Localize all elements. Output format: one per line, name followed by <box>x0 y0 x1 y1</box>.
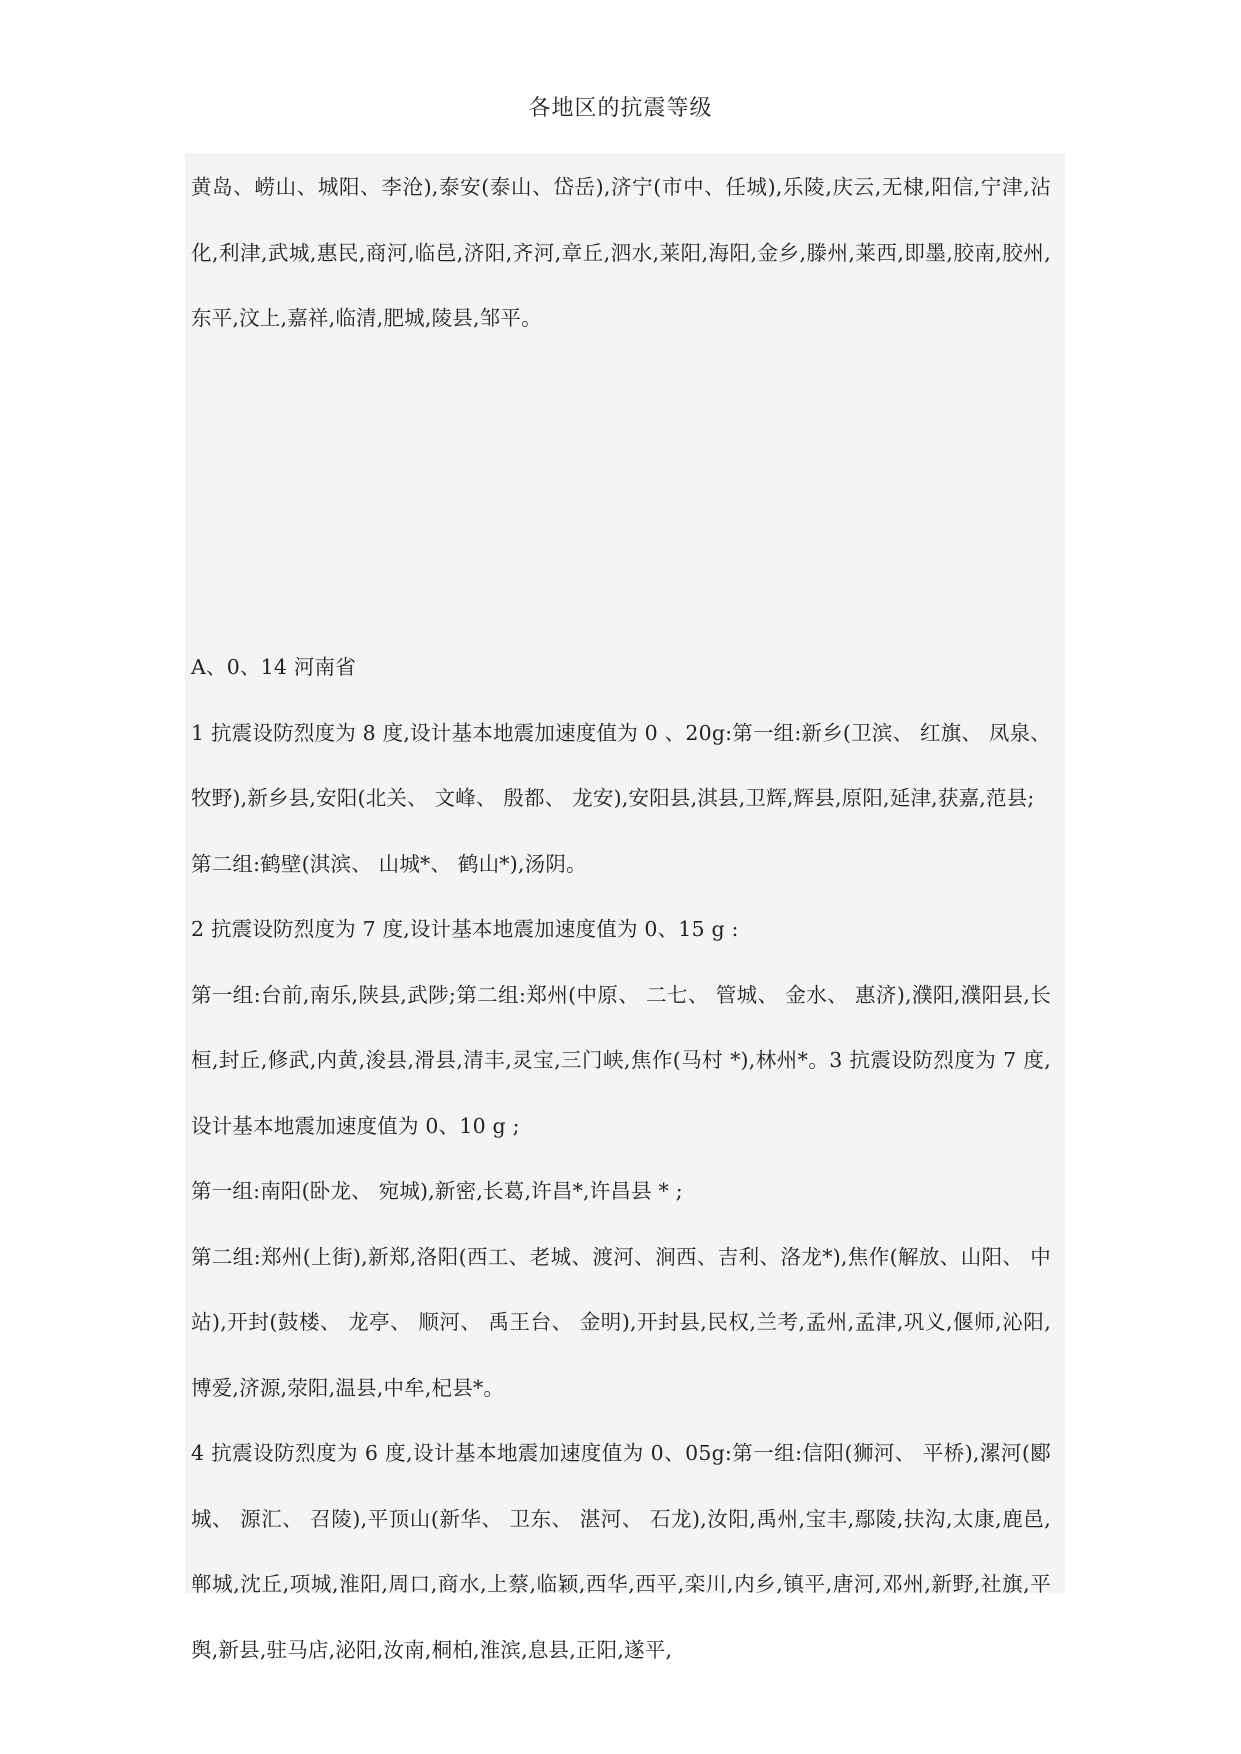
paragraph: 1 抗震设防烈度为 8 度,设计基本地震加速度值为 0 、20g:第一组:新乡(卫滨、 红旗、 凤泉、 牧野),新乡县,安阳(北关、 文峰、 殷都、 龙安),安阳县,淇县,卫辉,辉县,原阳,延津,获嘉,范县; <box>191 720 1051 810</box>
paragraph: 第一组:南阳(卧龙、 宛城),新密,长葛,许昌*,许昌县 * ; <box>191 1179 683 1203</box>
paragraph: 2 抗震设防烈度为 7 度,设计基本地震加速度值为 0、15 g : <box>191 917 739 941</box>
paragraph: 第二组:鹤壁(淇滨、 山城*、 鹤山*),汤阴。 <box>191 851 587 876</box>
paragraph: 第二组:郑州(上街),新郑,洛阳(西工、老城、渡河、涧西、吉利、洛龙*),焦作(解放、山阳、 中站),开封(鼓楼、 龙亭、 顺河、 禹王台、 金明),开封县,民权,兰考,孟州,孟津,巩义,偃师,沁阳,博爱,济源,荥阳,温县,中牟,杞县*。 <box>191 1244 1051 1400</box>
text-section-henan <box>191 635 1051 1683</box>
paragraph: 黄岛、崂山、城阳、李沧),泰安(泰山、岱岳),济宁(市中、任城),乐陵,庆云,无棣,阳信,宁津,沾化,利津,武城,惠民,商河,临邑,济阳,齐河,章丘,泗水,莱阳,海阳,金乡,滕州,莱西,即墨,胶南,胶州,东平,汶上,嘉祥,临清,肥城,陵县,邹平。 <box>191 175 1051 330</box>
paragraph: 4 抗震设防烈度为 6 度,设计基本地震加速度值为 0、05g:第一组:信阳(狮河、 平桥),漯河(郾城、 源汇、 召陵),平顶山(新华、 卫东、 湛河、 石龙),汝阳,禹州,宝丰,鄢陵,扶沟,太康,鹿邑,郸城,沈丘,项城,淮阳,周口,商水,上蔡,临颖,西华,西平,栾川,内乡,镇平,唐河,邓州,新野,社旗,平舆,新县,驻马店,泌阳,汝南,桐柏,淮滨,息县,正阳,遂平, <box>191 1441 1051 1662</box>
text-section-shandong-continued <box>191 155 1051 352</box>
page-title: 各地区的抗震等级 <box>528 96 713 121</box>
paragraph: 第一组:台前,南乐,陕县,武陟;第二组:郑州(中原、 二七、 管城、 金水、 惠济),濮阳,濮阳县,长桓,封丘,修武,内黄,浚县,滑县,清丰,灵宝,三门峡,焦作(马村 *),林州*。3 抗震设防烈度为 7 度,设计基本地震加速度值为 0、10 g ; <box>191 982 1051 1138</box>
document-body <box>185 153 1065 1662</box>
section-heading: A、0、14 河南省 <box>191 655 356 679</box>
